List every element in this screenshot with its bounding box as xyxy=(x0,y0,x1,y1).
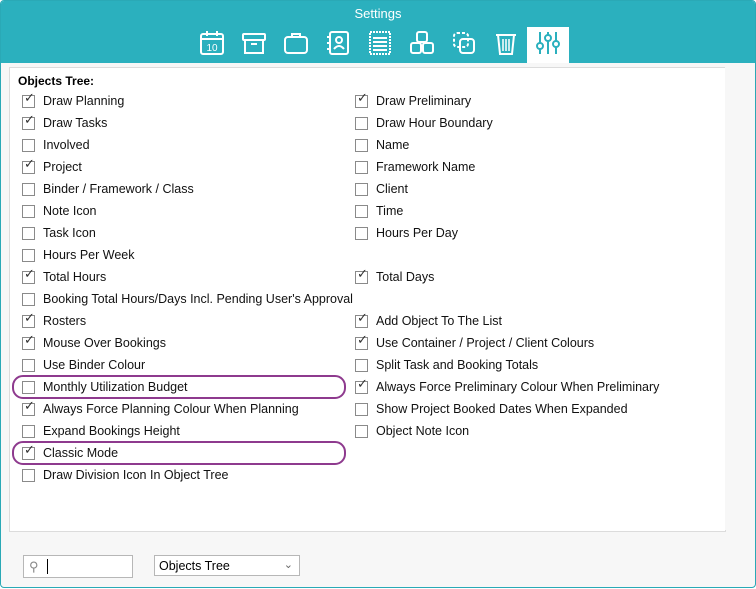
category-toolbar xyxy=(191,27,569,63)
checkbox-task-icon[interactable] xyxy=(22,224,96,242)
checkbox-box[interactable] xyxy=(22,227,35,240)
checkbox-framework-name[interactable] xyxy=(355,158,475,176)
checkbox-label: Draw Tasks xyxy=(43,116,108,130)
checkmark-icon: ✓ xyxy=(357,375,368,391)
checkbox-label: Mouse Over Bookings xyxy=(43,336,166,350)
checkbox-box[interactable] xyxy=(22,155,35,174)
search-input[interactable] xyxy=(23,555,133,578)
checkbox-use-container-project-client-colours[interactable] xyxy=(355,331,595,352)
checkmark-icon: ✓ xyxy=(357,309,368,325)
checkbox-box[interactable] xyxy=(355,89,368,108)
checkbox-label: Always Force Planning Colour When Planning xyxy=(43,402,299,416)
checkbox-box[interactable] xyxy=(22,89,35,108)
checkbox-classic-mode[interactable] xyxy=(22,441,119,462)
checkbox-label: Split Task and Booking Totals xyxy=(376,358,539,372)
checkbox-label: Project xyxy=(43,160,82,174)
checkmark-icon: ✓ xyxy=(24,155,35,171)
checkmark-icon: ✓ xyxy=(357,89,368,105)
checkbox-draw-division-icon-in-object-tree[interactable] xyxy=(22,466,229,484)
checkbox-box[interactable] xyxy=(355,359,368,372)
list-document-icon xyxy=(366,29,394,62)
checkbox-use-binder-colour[interactable] xyxy=(22,356,145,374)
checkbox-label: Object Note Icon xyxy=(376,424,470,438)
checkbox-box[interactable] xyxy=(22,309,35,328)
checkbox-split-task-and-booking-totals[interactable] xyxy=(355,356,538,374)
checkbox-box[interactable] xyxy=(355,227,368,240)
tab-lists[interactable] xyxy=(359,27,401,63)
section-title: Objects Tree: xyxy=(18,74,95,88)
checkbox-label: Client xyxy=(376,182,408,196)
right-gutter xyxy=(725,67,753,530)
category-select-value: Objects Tree xyxy=(159,558,230,573)
checkbox-binder-framework-class[interactable] xyxy=(22,180,194,198)
checkbox-label: Task Icon xyxy=(43,226,96,240)
checkbox-box[interactable] xyxy=(22,183,35,196)
checkbox-expand-bookings-height[interactable] xyxy=(22,422,180,440)
checkmark-icon: ✓ xyxy=(24,441,35,457)
checkmark-icon: ✓ xyxy=(24,111,35,127)
checkbox-box[interactable] xyxy=(22,359,35,372)
checkbox-label: Monthly Utilization Budget xyxy=(43,380,188,394)
checkbox-always-force-planning-colour-when-planning[interactable] xyxy=(22,397,299,418)
checkbox-box[interactable] xyxy=(355,183,368,196)
checkbox-box[interactable] xyxy=(355,205,368,218)
checkbox-time[interactable] xyxy=(355,202,403,220)
checkbox-hours-per-week[interactable] xyxy=(22,246,134,264)
checkbox-draw-planning[interactable] xyxy=(22,89,125,110)
checkbox-label: Total Hours xyxy=(43,270,107,284)
checkbox-label: Show Project Booked Dates When Expanded xyxy=(376,402,628,416)
checkbox-show-project-booked-dates-when-expanded[interactable] xyxy=(355,400,628,418)
archive-box-icon xyxy=(240,29,268,62)
checkbox-label: Framework Name xyxy=(376,160,476,174)
window-title: Settings xyxy=(354,6,402,21)
checkbox-object-note-icon[interactable] xyxy=(355,422,469,440)
checkbox-label: Note Icon xyxy=(43,204,97,218)
checkbox-box[interactable] xyxy=(22,469,35,482)
checkbox-box[interactable] xyxy=(22,205,35,218)
checkbox-box[interactable] xyxy=(22,381,35,394)
checkbox-box[interactable] xyxy=(355,425,368,438)
checkbox-box[interactable] xyxy=(22,425,35,438)
checkbox-label: Draw Hour Boundary xyxy=(376,116,493,130)
tab-duplicate[interactable] xyxy=(443,27,485,63)
checkmark-icon: ✓ xyxy=(24,309,35,325)
checkmark-icon: ✓ xyxy=(24,265,35,281)
checkbox-label: Use Binder Colour xyxy=(43,358,146,372)
checkbox-box[interactable] xyxy=(22,265,35,284)
checkbox-box[interactable] xyxy=(355,265,368,284)
checkbox-add-object-to-the-list[interactable] xyxy=(355,309,503,330)
checkbox-label: Hours Per Week xyxy=(43,248,135,262)
tab-calendar[interactable] xyxy=(191,27,233,63)
checkbox-label: Rosters xyxy=(43,314,87,328)
checkbox-label: Add Object To The List xyxy=(376,314,503,328)
checkbox-label: Name xyxy=(376,138,410,152)
tab-archive[interactable] xyxy=(233,27,275,63)
checkbox-draw-tasks[interactable] xyxy=(22,111,108,132)
checkbox-box[interactable] xyxy=(355,375,368,394)
duplicate-icon xyxy=(450,29,478,62)
checkbox-box[interactable] xyxy=(22,293,35,306)
checkbox-monthly-utilization-budget[interactable] xyxy=(22,378,188,396)
checkbox-hours-per-day[interactable] xyxy=(355,224,458,242)
blocks-icon xyxy=(408,29,436,62)
checkbox-box[interactable] xyxy=(22,139,35,152)
checkbox-box[interactable] xyxy=(22,331,35,350)
checkbox-box[interactable] xyxy=(355,161,368,174)
checkbox-label: Hours Per Day xyxy=(376,226,458,240)
checkmark-icon: ✓ xyxy=(357,331,368,347)
checkbox-box[interactable] xyxy=(355,309,368,328)
search-icon: ⚲ xyxy=(29,559,39,574)
checkbox-total-days[interactable] xyxy=(355,265,435,286)
checkbox-box[interactable] xyxy=(355,331,368,350)
contact-book-icon xyxy=(324,29,352,62)
checkbox-label: Booking Total Hours/Days Incl. Pending User's Approval xyxy=(43,292,353,306)
checkbox-box[interactable] xyxy=(22,249,35,262)
checkbox-label: Classic Mode xyxy=(43,446,119,460)
tab-blocks[interactable] xyxy=(401,27,443,63)
tab-contacts[interactable] xyxy=(317,27,359,63)
objects-tree-panel xyxy=(9,67,726,532)
checkbox-label: Total Days xyxy=(376,270,435,284)
briefcase-icon xyxy=(282,29,310,62)
checkbox-box[interactable] xyxy=(22,441,35,460)
chevron-down-icon: ⌄ xyxy=(283,559,293,571)
tab-settings[interactable] xyxy=(527,27,569,63)
checkbox-mouse-over-bookings[interactable] xyxy=(22,331,166,352)
bottom-bar xyxy=(9,546,749,586)
sliders-icon xyxy=(534,29,562,62)
checkbox-involved[interactable] xyxy=(22,136,90,154)
checkbox-label: Binder / Framework / Class xyxy=(43,182,194,196)
checkmark-icon: ✓ xyxy=(24,89,35,105)
checkbox-always-force-preliminary-colour-when-preliminary[interactable] xyxy=(355,375,660,396)
checkbox-draw-hour-boundary[interactable] xyxy=(355,114,493,132)
text-caret xyxy=(47,559,48,574)
checkbox-label: Always Force Preliminary Colour When Preliminary xyxy=(376,380,660,394)
checkbox-client[interactable] xyxy=(355,180,408,198)
checkbox-box[interactable] xyxy=(355,403,368,416)
checkmark-icon: ✓ xyxy=(357,265,368,281)
tab-projects[interactable] xyxy=(275,27,317,63)
calendar-icon-number: 10 xyxy=(206,42,218,54)
checkbox-rosters[interactable] xyxy=(22,309,87,330)
checkbox-box[interactable] xyxy=(355,139,368,152)
checkbox-label: Draw Division Icon In Object Tree xyxy=(43,468,229,482)
checkbox-booking-total-hours-days-incl-pending-user-s-approval[interactable] xyxy=(22,290,353,308)
checkbox-box[interactable] xyxy=(22,111,35,130)
checkbox-label: Draw Preliminary xyxy=(376,94,472,108)
checkmark-icon: ✓ xyxy=(24,331,35,347)
checkbox-name[interactable] xyxy=(355,136,409,154)
checkbox-label: Use Container / Project / Client Colours xyxy=(376,336,595,350)
checkbox-label: Involved xyxy=(43,138,90,152)
trash-icon xyxy=(492,29,520,62)
checkbox-box[interactable] xyxy=(22,397,35,416)
checkbox-label: Draw Planning xyxy=(43,94,125,108)
checkbox-draw-preliminary[interactable] xyxy=(355,89,472,110)
calendar-icon xyxy=(198,29,226,62)
category-select[interactable] xyxy=(154,555,300,576)
checkbox-box[interactable] xyxy=(355,117,368,130)
checkbox-project[interactable] xyxy=(22,155,82,176)
checkbox-label: Expand Bookings Height xyxy=(43,424,180,438)
tab-trash[interactable] xyxy=(485,27,527,63)
checkmark-icon: ✓ xyxy=(24,397,35,413)
title-bar xyxy=(1,1,755,63)
checkbox-label: Time xyxy=(376,204,404,218)
checkbox-note-icon[interactable] xyxy=(22,202,97,220)
checkbox-total-hours[interactable] xyxy=(22,265,107,286)
